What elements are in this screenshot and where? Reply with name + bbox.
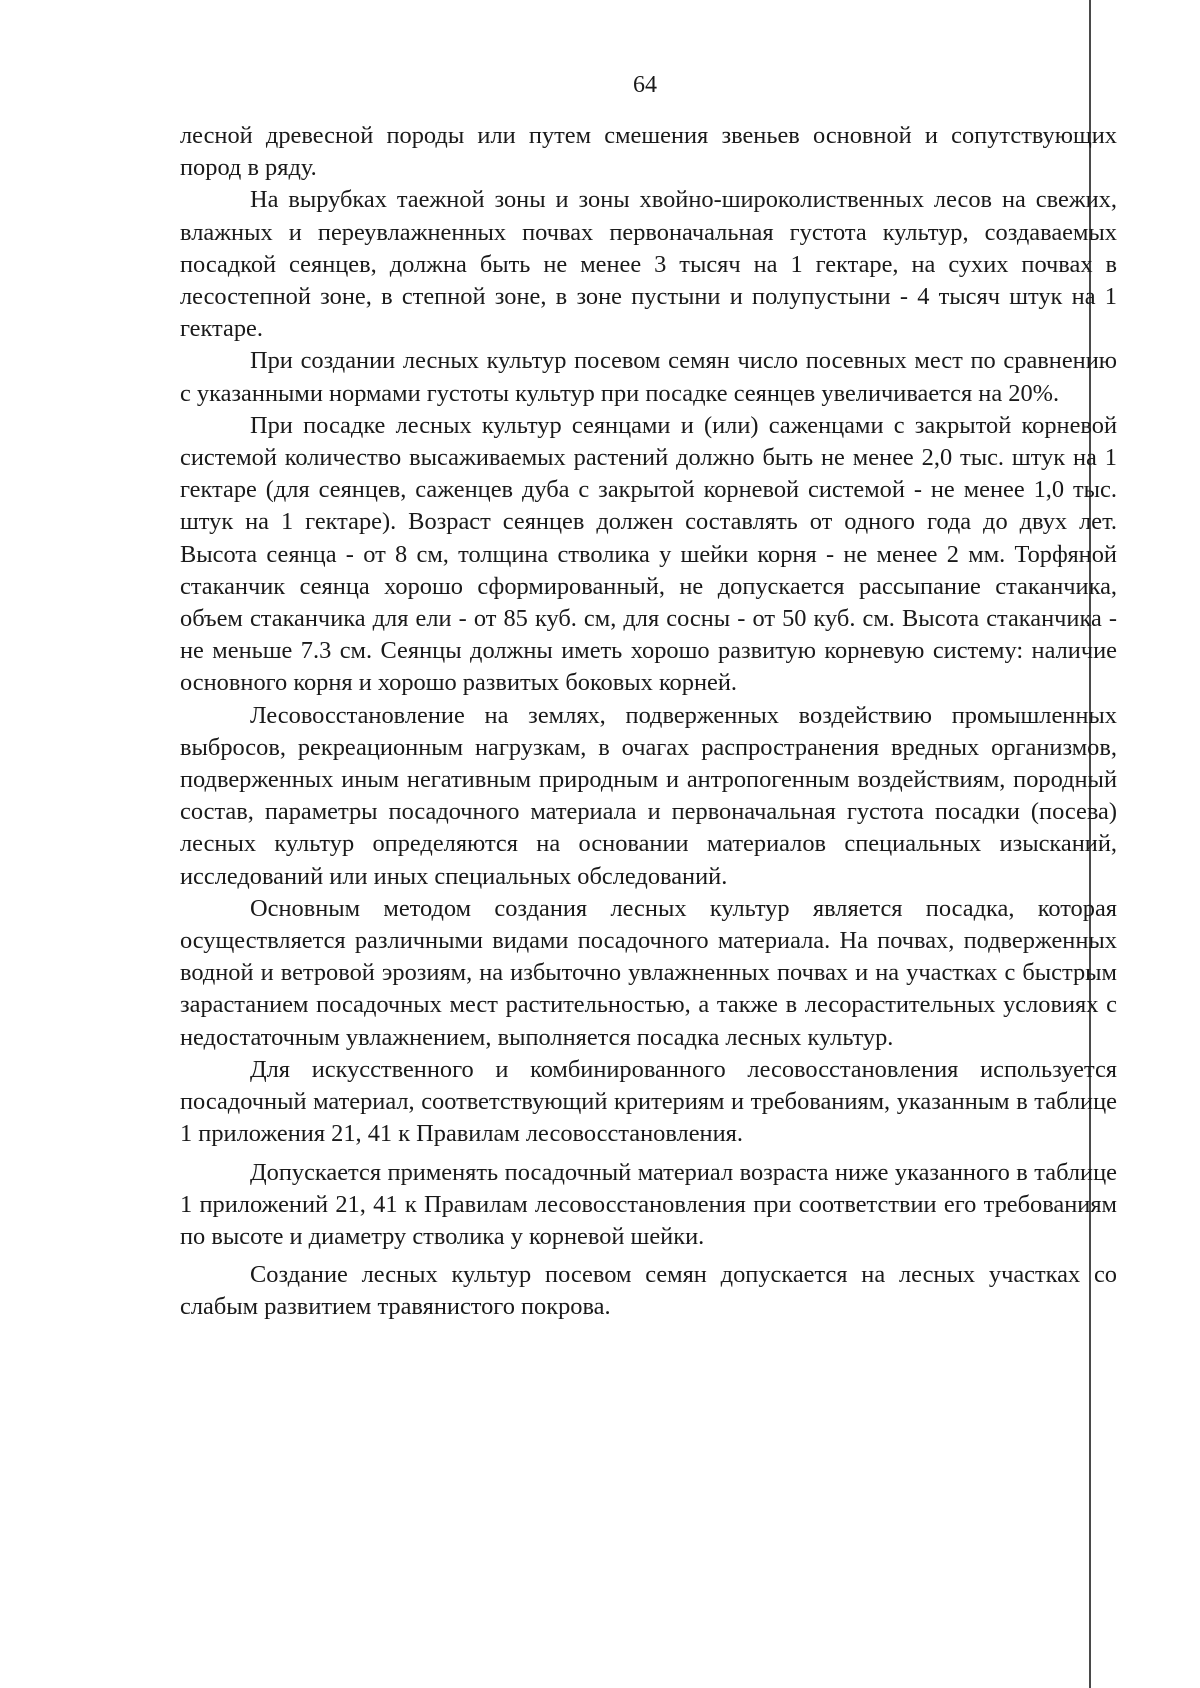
body-text bbox=[180, 120, 1117, 1324]
paragraph-planting-material: Для искусственного и комбинированного лесовосстановления используется посадочный материал, соответствующий критериям и требованиям, указанным в таблице 1 приложения 21, 41 к Правилам лесовосстановления. bbox=[180, 1055, 1117, 1148]
paragraph-negative-impact-lands: Лесовосстановление на землях, подверженных воздействию промышленных выбросов, рекреационным нагрузкам, в очагах распространения вредных организмов, подверженных иным негативным природным и антропогенным воздействиям, породный состав, параметры посадочного материала и первоначальная густота посадки (посева) лесных культур определяются на основании материалов специальных изысканий, исследований или иных специальных обследований. bbox=[180, 701, 1117, 890]
paragraph-seed-sowing-allowed: Создание лесных культур посевом семян допускается на лесных участках со слабым развитием травянистого покрова. bbox=[180, 1261, 1117, 1321]
page-number: 64 bbox=[633, 72, 657, 98]
paragraph-initial-density: На вырубках таежной зоны и зоны хвойно-широколиственных лесов на свежих, влажных и переувлажненных почвах первоначальная густота культур, создаваемых посадкой сеянцев, должна быть не менее 3 тысяч на 1 гектаре, на сухих почвах в лесостепной зоне, в степной зоне, в зоне пустыни и полупустыни - 4 тысяч штук на 1 гектаре. bbox=[180, 186, 1117, 343]
paragraph-closed-root-seedlings: При посадке лесных культур сеянцами и (или) саженцами с закрытой корневой системой количество высаживаемых растений должно быть не менее 2,0 тыс. штук на 1 гектаре (для сеянцев, саженцев дуба с закрытой корневой системой - не менее 1,0 тыс. штук на 1 гектаре). Возраст сеянцев должен составлять от одного года до двух лет. Высота сеянца - от 8 см, толщина стволика у шейки корня - не менее 2 мм. Торфяной стаканчик сеянца хорошо сформированный, не допускается рассыпание стаканчика, объем стаканчика для ели - от 85 куб. см, для сосны - от 50 куб. см. Высота стаканчика - не меньше 7.3 см. Сеянцы должны иметь хорошо развитую корневую систему: наличие основного корня и хорошо развитых боковых корней. bbox=[180, 411, 1117, 697]
paragraph-younger-material: Допускается применять посадочный материал возраста ниже указанного в таблице 1 приложений 21, 41 к Правилам лесовосстановления при соответствии его требованиям по высоте и диаметру стволика у корневой шейки. bbox=[180, 1158, 1117, 1250]
paragraph-main-planting-method: Основным методом создания лесных культур является посадка, которая осуществляется различными видами посадочного материала. На почвах, подверженных водной и ветровой эрозиям, на избыточно увлажненных почвах и на участках с быстрым зарастанием посадочных мест растительностью, а также в лесорастительных условиях с недостаточным увлажнением, выполняется посадка лесных культур. bbox=[180, 894, 1117, 1051]
paragraph-continuation: лесной древесной породы или путем смешения звеньев основной и сопутствующих пород в ряду. bbox=[180, 122, 1117, 182]
paragraph-seed-sowing-increase: При создании лесных культур посевом семян число посевных мест по сравнению с указанными нормами густоты культур при посадке сеянцев увеличивается на 20%. bbox=[180, 347, 1117, 407]
